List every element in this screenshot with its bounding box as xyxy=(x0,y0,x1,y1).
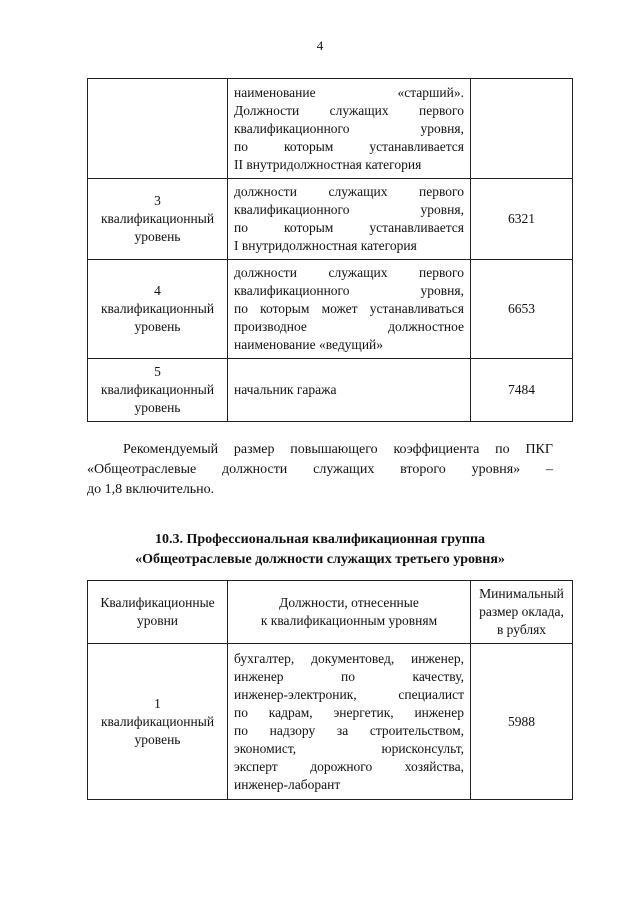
level-cell xyxy=(88,644,228,800)
positions-line: бухгалтер, документовед, инженер, xyxy=(234,650,464,666)
header-line: в рублях xyxy=(496,622,547,637)
level-label: квалификационный xyxy=(100,713,215,729)
salary-cell: 6653 xyxy=(471,260,573,359)
positions-line: должности служащих первого xyxy=(234,184,464,199)
paragraph-line: «Общеотраслевые должности служащих второго уровня» – xyxy=(87,462,553,477)
header-line: Должности, отнесенные xyxy=(279,595,419,610)
table-row xyxy=(88,359,573,422)
salary-cell: 7484 xyxy=(471,359,573,422)
positions-line: производное должностное xyxy=(234,319,464,334)
positions-line: начальник гаража xyxy=(234,382,337,397)
level-cell xyxy=(88,359,228,422)
level-label: квалификационный xyxy=(100,301,215,316)
header-levels xyxy=(88,581,228,644)
level-label: уровень xyxy=(134,319,181,334)
salary-table-level-3 xyxy=(87,580,573,800)
section-heading xyxy=(0,530,640,570)
positions-line: должности служащих первого xyxy=(234,265,464,280)
salary-table-level-2 xyxy=(87,78,573,422)
table-row xyxy=(88,179,573,260)
positions-line: по которым устанавливается xyxy=(234,220,464,235)
level-number: 3 xyxy=(154,193,161,208)
positions-line: наименование «старший». xyxy=(234,84,464,100)
level-label: квалификационный xyxy=(100,382,215,397)
level-number: 1 xyxy=(154,695,161,711)
header-positions xyxy=(228,581,471,644)
table-row xyxy=(88,644,573,800)
positions-cell xyxy=(228,179,471,260)
header-line: к квалификационным уровням xyxy=(260,613,438,628)
positions-line: инженер-электроник, специалист xyxy=(234,686,464,702)
positions-line: наименование «ведущий» xyxy=(234,337,384,352)
header-line: Минимальный xyxy=(479,586,564,601)
page-number: 4 xyxy=(316,38,324,53)
salary-cell: 5988 xyxy=(471,644,573,800)
table-header-row xyxy=(88,581,573,644)
table-row xyxy=(88,260,573,359)
positions-line: квалификационного уровня, xyxy=(234,283,464,298)
positions-cell xyxy=(228,79,471,179)
positions-line: квалификационного уровня, xyxy=(234,202,464,217)
level-number: 5 xyxy=(154,364,161,379)
positions-line: по надзору за строительством, xyxy=(234,722,464,738)
header-salary xyxy=(471,581,573,644)
positions-line: I внутридолжностная категория xyxy=(234,238,417,253)
level-cell xyxy=(88,260,228,359)
salary-cell xyxy=(471,79,573,179)
table-row xyxy=(88,79,573,179)
level-number: 4 xyxy=(154,283,161,298)
positions-line: по кадрам, энергетик, инженер xyxy=(234,704,464,720)
positions-line: инженер-лаборант xyxy=(234,776,341,792)
heading-line: «Общеотраслевые должности служащих третьего уровня» xyxy=(135,552,505,567)
level-label: квалификационный xyxy=(100,211,215,226)
positions-line: по которым может устанавливаться xyxy=(234,301,464,316)
positions-line: инженер по качеству, xyxy=(234,668,464,684)
level-cell xyxy=(88,179,228,260)
level-label: уровень xyxy=(134,229,181,244)
positions-cell xyxy=(228,644,471,800)
coefficient-paragraph xyxy=(87,440,553,500)
salary-cell: 6321 xyxy=(471,179,573,260)
header-line: уровни xyxy=(136,613,179,628)
level-label: уровень xyxy=(134,731,181,747)
level-cell xyxy=(88,79,228,179)
header-line: размер оклада, xyxy=(479,604,564,619)
positions-line: по которым устанавливается xyxy=(234,138,464,154)
positions-line: эксперт дорожного хозяйства, xyxy=(234,758,464,774)
header-line: Квалификационные xyxy=(100,595,215,610)
level-label: уровень xyxy=(134,400,181,415)
positions-cell xyxy=(228,359,471,422)
heading-line: 10.3. Профессиональная квалификационная группа xyxy=(154,532,486,547)
positions-line: II внутридолжностная категория xyxy=(234,156,422,172)
positions-line: квалификационного уровня, xyxy=(234,120,464,136)
positions-line: экономист, юрисконсульт, xyxy=(234,740,464,756)
paragraph-line: Рекомендуемый размер повышающего коэффициента по ПКГ xyxy=(123,442,553,457)
paragraph-line: до 1,8 включительно. xyxy=(87,482,215,497)
positions-line: Должности служащих первого xyxy=(234,102,464,118)
positions-cell xyxy=(228,260,471,359)
